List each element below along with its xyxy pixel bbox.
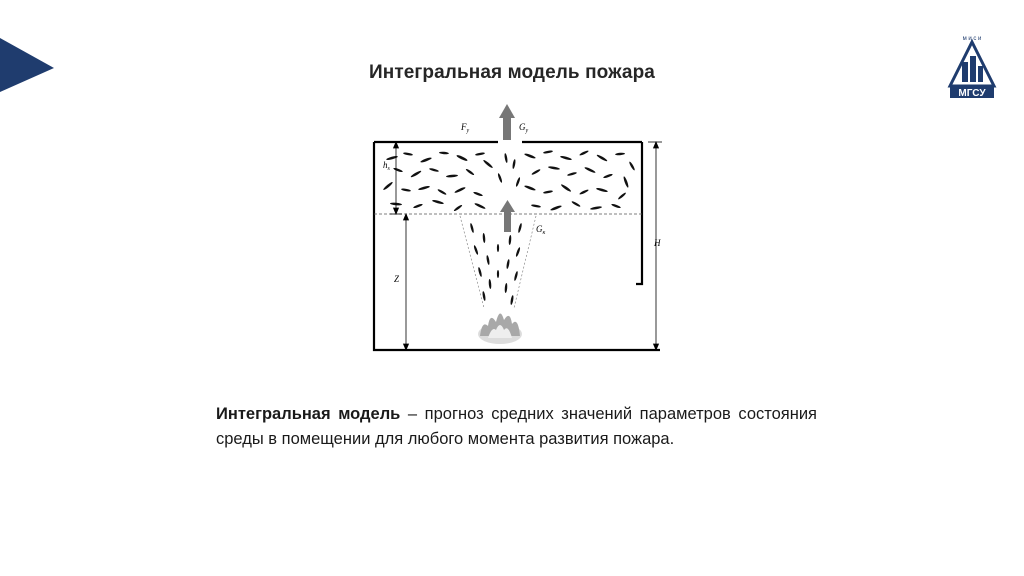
description-text: – прогноз средних значений параметров состояния среды в помещении для любого момента развития пожара.	[216, 405, 817, 448]
label-gy: $G_у$	[519, 122, 529, 134]
corner-triangle-icon	[0, 0, 60, 100]
description-paragraph	[216, 402, 817, 452]
label-h: H	[654, 238, 661, 248]
label-z: Z	[394, 274, 400, 284]
plume-arrow-icon	[500, 200, 515, 232]
label-fy: $F_у$	[461, 122, 470, 134]
fire-icon	[478, 313, 522, 344]
label-hs: $h_s$	[383, 160, 390, 172]
slide-title: Интегральная модель пожара	[369, 62, 655, 83]
label-gk: $G_к$	[536, 224, 546, 236]
exhaust-arrow-icon	[499, 104, 515, 140]
fire-model-diagram	[360, 98, 670, 358]
description-term: Интегральная модель	[216, 405, 401, 423]
smoke-plume	[460, 216, 536, 308]
plume-height-dimension	[404, 214, 409, 350]
logo-bottom-text: МГСУ	[958, 88, 986, 99]
logo-top-text: м и с и	[962, 36, 982, 42]
